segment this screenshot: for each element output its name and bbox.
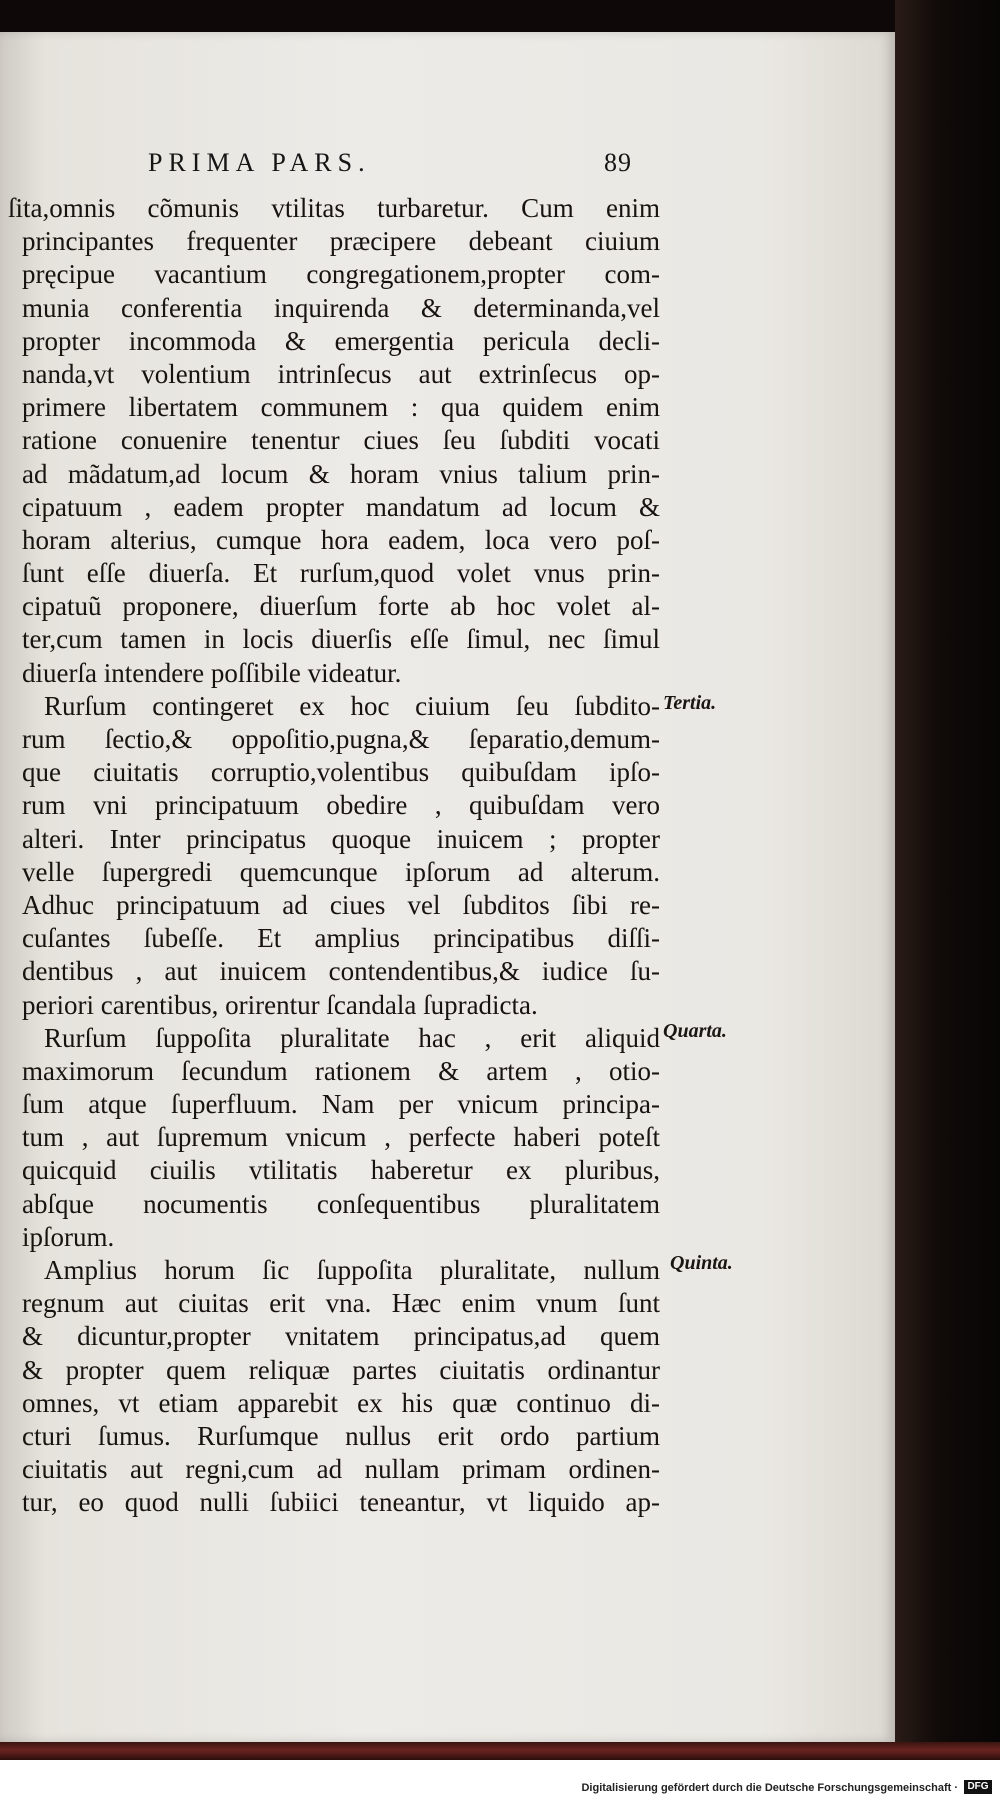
text-line: quicquid ciuilis vtilitatis haberetur ex pluribus, [22, 1155, 660, 1186]
text-line: alteri. Inter principatus quoque inuicem ; propter [22, 823, 660, 854]
text-line: ciuitatis aut regni,cum ad nullam primam ordinen- [22, 1454, 660, 1485]
text-line: ipſorum. [22, 1221, 115, 1252]
body-text [8, 192, 660, 1520]
text-line: dentibus , aut inuicem contendentibus,& iudice ſu- [22, 956, 660, 987]
page-number: 89 [604, 148, 632, 177]
margin-note-quinta: Quinta. [670, 1252, 733, 1274]
running-header: PRIMA PARS. [148, 148, 371, 177]
text-line: horam alterius, cumque hora eadem, loca vero poſ- [22, 524, 660, 555]
text-line: ter,cum tamen in locis diuerſis eſſe ſimul, nec ſimul [22, 624, 660, 655]
scan-side-border [895, 0, 1000, 1760]
text-line: Rurſum contingeret ex hoc ciuium ſeu ſubdito- [44, 690, 660, 721]
text-line: rum vni principatuum obedire , quibuſdam vero [22, 790, 660, 821]
text-line: primere libertatem communem : qua quidem enim [22, 392, 660, 423]
digitization-footer [0, 1760, 1000, 1800]
text-line: regnum aut ciuitas erit vna. Hæc enim vnum ſunt [22, 1288, 660, 1319]
text-line: munia conferentia inquirenda & determinanda,vel [22, 292, 660, 323]
text-line: pręcipue vacantium congregationem,propter com- [22, 259, 660, 290]
text-line: tum , aut ſupremum vnicum , perfecte haberi poteſt [22, 1122, 660, 1153]
text-line: & dicuntur,propter vnitatem principatus,ad quem [22, 1321, 660, 1352]
text-line: ſita,omnis cõmunis vtilitas turbaretur. Cum enim [8, 193, 660, 223]
text-line: que ciuitatis corruptio,volentibus quibuſdam ipſo- [22, 757, 660, 788]
text-line: cuſantes ſubeſſe. Et amplius principatibus diſſi- [22, 923, 660, 954]
text-line: omnes, vt etiam apparebit ex his quæ continuo di- [22, 1387, 660, 1418]
text-line: propter incommoda & emergentia pericula decli- [22, 325, 660, 356]
text-line: ſum atque ſuperfluum. Nam per vnicum principa- [22, 1089, 660, 1120]
footer-credit: Digitalisierung gefördert durch die Deutsche Forschungsgemeinschaft · [581, 1782, 958, 1794]
text-line: Rurſum ſuppoſita pluralitate hac , erit aliquid [44, 1022, 660, 1053]
text-line: cturi ſumus. Rurſumque nullus erit ordo partium [22, 1420, 660, 1451]
text-line: periori carentibus, orirentur ſcandala ſupradicta. [22, 989, 538, 1020]
text-line: maximorum ſecundum rationem & artem , otio- [22, 1055, 660, 1086]
text-line: ſunt eſſe diuerſa. Et rurſum,quod volet vnus prin- [22, 558, 660, 589]
text-line: rum ſectio,& oppoſitio,pugna,& ſeparatio,demum- [22, 724, 660, 754]
scan-top-border [0, 0, 1000, 32]
dfg-logo: DFG [964, 1780, 992, 1794]
scan-bottom-edge [0, 1742, 1000, 1760]
text-line: principantes frequenter præcipere debeant ciuium [22, 226, 660, 257]
text-line: & propter quem reliquæ partes ciuitatis ordinantur [22, 1354, 660, 1385]
text-line: cipatuũ proponere, diuerſum forte ab hoc volet al- [22, 591, 660, 622]
margin-note-tertia: Tertia. [663, 692, 717, 714]
text-line: ratione conuenire tenentur ciues ſeu ſubditi vocati [22, 425, 660, 456]
text-line: ad mãdatum,ad locum & horam vnius talium prin- [22, 458, 660, 489]
text-line: nanda,vt volentium intrinſecus aut extrinſecus op- [22, 358, 660, 389]
text-line: diuerſa intendere poſſibile videatur. [22, 657, 402, 688]
text-line: velle ſupergredi quemcunque ipſorum ad alterum. [22, 856, 660, 887]
text-line: Amplius horum ſic ſuppoſita pluralitate, nullum [44, 1255, 660, 1285]
text-line: abſque nocumentis conſequentibus pluralitatem [22, 1188, 660, 1219]
text-line: cipatuum , eadem propter mandatum ad locum & [22, 491, 660, 522]
text-line: Adhuc principatuum ad ciues vel ſubditos ſibi re- [22, 889, 660, 920]
text-line: tur, eo quod nulli ſubiici teneantur, vt liquido ap- [22, 1487, 660, 1518]
margin-note-quarta: Quarta. [663, 1020, 727, 1042]
